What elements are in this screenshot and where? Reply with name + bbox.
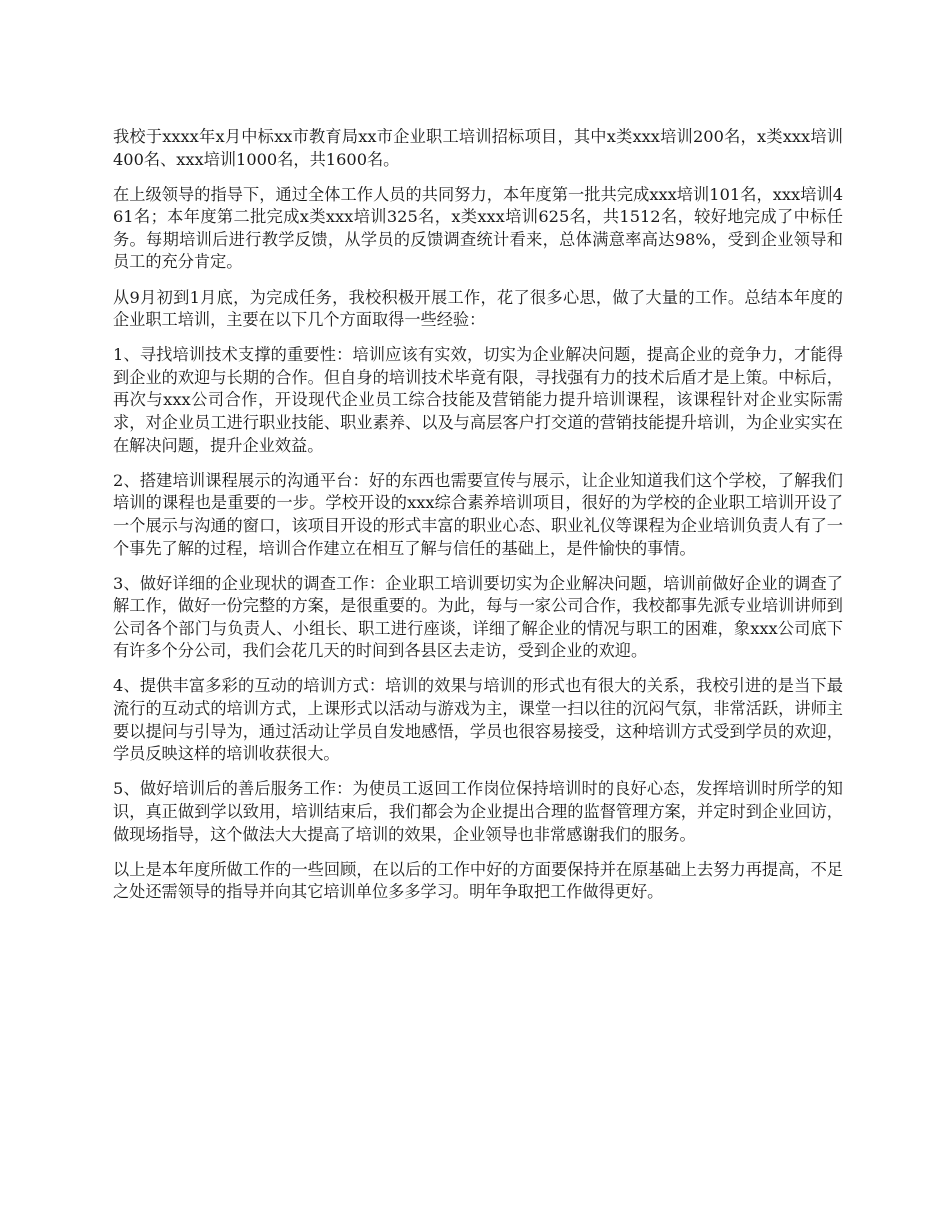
- paragraph-point-2: 2、搭建培训课程展示的沟通平台：好的东西也需要宣传与展示，让企业知道我们这个学校，了解我们培训的课程也是重要的一步。学校开设的xxx综合素养培训项目，很好的为学校的企业职工培训开设了一个展示与沟通的窗口，该项目开设的形式丰富的职业心态、职业礼仪等课程为企业培训负责人有了一个事先了解的过程，培训合作建立在相互了解与信任的基础上，是件愉快的事情。: [113, 470, 843, 558]
- paragraph-point-5: 5、做好培训后的善后服务工作：为使员工返回工作岗位保持培训时的良好心态，发挥培训时所学的知识，真正做到学以致用，培训结束后，我们都会为企业提出合理的监督管理方案，并定时到企业回访，做现场指导，这个做法大大提高了培训的效果，企业领导也非常感谢我们的服务。: [113, 779, 843, 844]
- paragraph-results: 在上级领导的指导下，通过全体工作人员的共同努力，本年度第一批共完成xxx培训101名，xxx培训461名；本年度第二批完成x类xxx培训325名，x类xxx培训625名，共1512名，较好地完成了中标任务。每期培训后进行教学反馈，从学员的反馈调查统计看来，总体满意率高达98%，受到企业领导和员工的充分肯定。: [113, 184, 843, 272]
- paragraph-conclusion: 以上是本年度所做工作的一些回顾，在以后的工作中好的方面要保持并在原基础上去努力再提高，不足之处还需领导的指导并向其它培训单位多多学习。明年争取把工作做得更好。: [113, 859, 843, 902]
- paragraph-summary-lead: 从9月初到1月底，为完成任务，我校积极开展工作，花了很多心思，做了大量的工作。总结本年度的企业职工培训，主要在以下几个方面取得一些经验：: [113, 287, 843, 330]
- document-body: [113, 126, 843, 916]
- paragraph-point-3: 3、做好详细的企业现状的调查工作：企业职工培训要切实为企业解决问题，培训前做好企业的调查了解工作，做好一份完整的方案，是很重要的。为此，每与一家公司合作，我校都事先派专业培训讲师到公司各个部门与负责人、小组长、职工进行座谈，详细了解企业的情况与职工的困难，象xxx公司底下有许多个分公司，我们会花几天的时间到各县区去走访，受到企业的欢迎。: [113, 573, 843, 661]
- paragraph-point-4: 4、提供丰富多彩的互动的培训方式：培训的效果与培训的形式也有很大的关系，我校引进的是当下最流行的互动式的培训方式，上课形式以活动与游戏为主，课堂一扫以往的沉闷气氛，非常活跃，讲师主要以提问与引导为，通过活动让学员自发地感悟，学员也很容易接受，这种培训方式受到学员的欢迎，学员反映这样的培训收获很大。: [113, 676, 843, 764]
- paragraph-point-1: 1、寻找培训技术支撑的重要性：培训应该有实效，切实为企业解决问题，提高企业的竞争力，才能得到企业的欢迎与长期的合作。但自身的培训技术毕竟有限，寻找强有力的技术后盾才是上策。中标后，再次与xxx公司合作，开设现代企业员工综合技能及营销能力提升培训课程，该课程针对企业实际需求，对企业员工进行职业技能、职业素养、以及与高层客户打交道的营销技能提升培训，为企业实实在在解决问题，提升企业效益。: [113, 345, 843, 455]
- paragraph-intro: 我校于xxxx年x月中标xx市教育局xx市企业职工培训招标项目，其中x类xxx培训200名，x类xxx培训400名、xxx培训1000名，共1600名。: [113, 127, 843, 169]
